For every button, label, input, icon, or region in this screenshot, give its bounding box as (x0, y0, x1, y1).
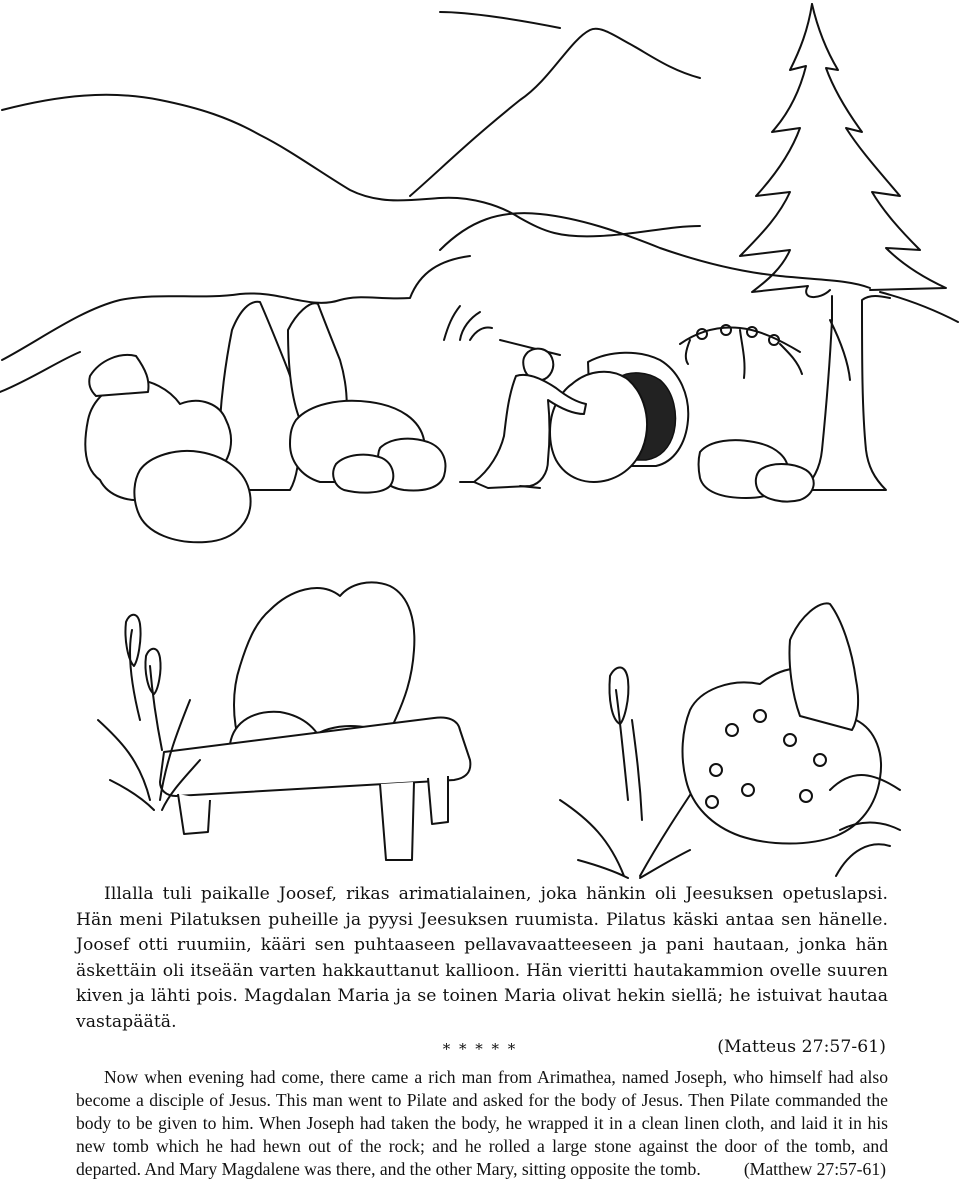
large-stone-icon (550, 372, 647, 482)
flowering-vine-icon (680, 325, 802, 378)
pine-tree-icon (740, 4, 946, 490)
flowering-bush-icon (683, 603, 900, 876)
finnish-reference: (Matteus 27:57-61) (717, 1037, 886, 1057)
lily-plant-icon (560, 667, 700, 878)
section-separator: * * * * * (442, 1040, 518, 1058)
finnish-text: Illalla tuli paikalle Joosef, rikas arimatialainen, joka hänkin oli Jeesuksen opetuslapsi. Hän meni Pilatuksen puheille ja pyysi Jeesuksen ruumista. Pilatus käski antaa sen hänelle. Joosef otti ruumiin, kääri sen puhtaaseen pellavavaatteeseen ja pani hautaan, jonka hän äskettäin oli itseään varten hakkauttanut kallioon. Hän vieritti hautakammion ovelle suuren kiven ja lähti pois. Magdalan Maria ja se toinen Maria olivat hekin siellä; he istuivat hautaa vastapäätä. (76, 884, 888, 1032)
english-reference: (Matthew 27:57-61) (743, 1159, 886, 1179)
two-women-on-bench-icon (160, 582, 470, 860)
english-text-body: Now when evening had come, there came a rich man from Arimathea, named Joseph, who himself had also become a disciple of Jesus. This man went to Pilate and asked for the body of Jesus. Then Pilate commanded the body to be given to him. When Joseph had taken the body, he wrapped it in a clean linen cloth, and laid it in his new tomb which he had hewn out of the rock; and he rolled a large stone against the door of the tomb, and departed. And Mary Magdalene was there, and the other Mary, sitting opposite the tomb. (76, 1067, 888, 1179)
grass-tuft-icon (444, 306, 492, 340)
finnish-passage (76, 882, 888, 1061)
english-passage (76, 1066, 888, 1181)
mountain-icon (0, 12, 958, 392)
